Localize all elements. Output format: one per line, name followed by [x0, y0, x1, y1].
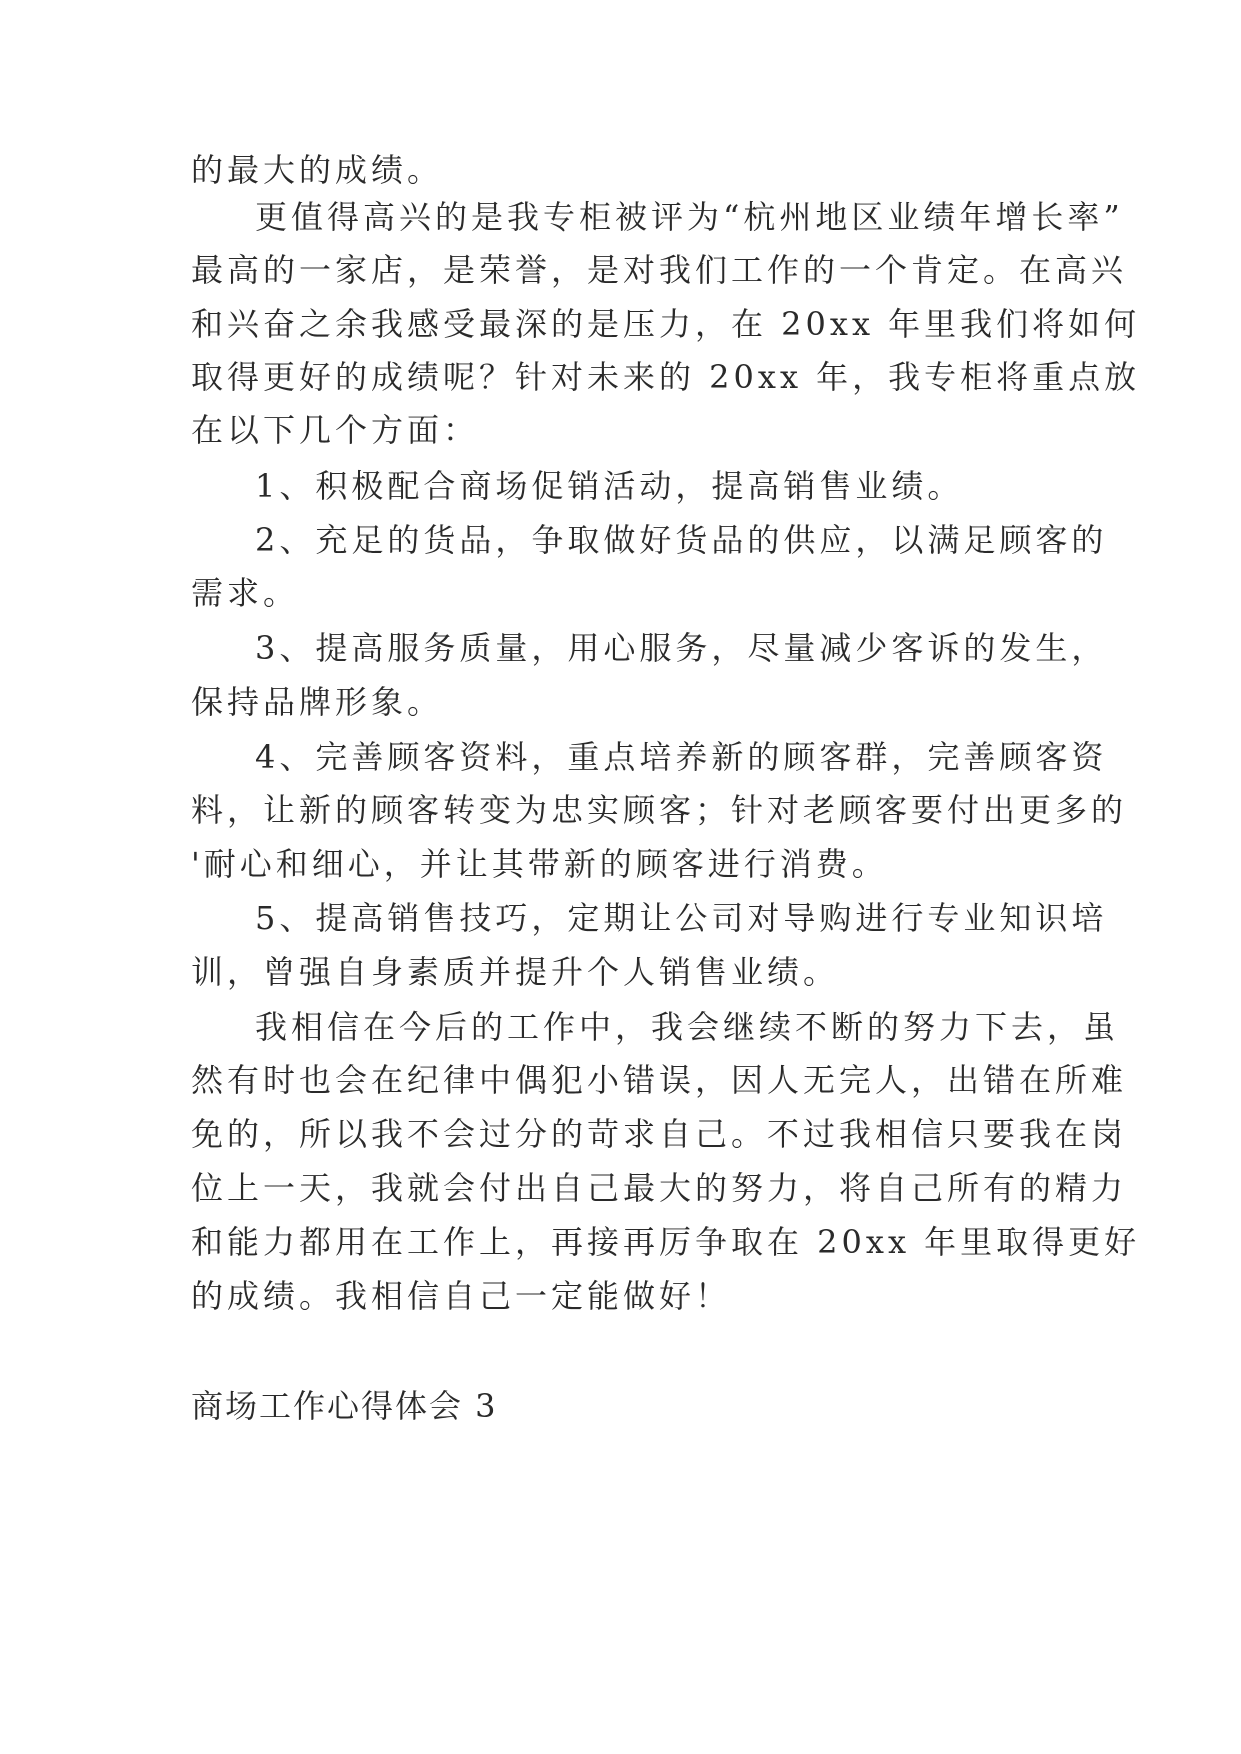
list-item-1: 1、积极配合商场促销活动，提高销售业绩。 — [255, 467, 964, 505]
text-line: 位上一天，我就会付出自己最大的努力，将自己所有的精力 — [191, 1169, 1128, 1207]
text-line: 取得更好的成绩呢？针对未来的 20xx 年，我专柜将重点放 — [191, 358, 1141, 396]
text-line: 保持品牌形象。 — [191, 683, 444, 721]
text-line: '耐心和细心，并让其带新的顾客进行消费。 — [191, 845, 888, 883]
list-item-4: 4、完善顾客资料，重点培养新的顾客群，完善顾客资 — [255, 738, 1108, 776]
text-line: 训，曾强自身素质并提升个人销售业绩。 — [191, 953, 840, 991]
text-line: 然有时也会在纪律中偶犯小错误，因人无完人，出错在所难 — [191, 1061, 1128, 1099]
text-line: 需求。 — [191, 574, 300, 612]
text-line: 的最大的成绩。 — [191, 151, 444, 189]
text-line: 的成绩。我相信自己一定能做好！ — [191, 1277, 732, 1315]
list-item-2: 2、充足的货品，争取做好货品的供应，以满足顾客的 — [255, 521, 1108, 559]
list-item-3: 3、提高服务质量，用心服务，尽量减少客诉的发生， — [255, 629, 1108, 667]
section-title: 商场工作心得体会 3 — [191, 1387, 498, 1425]
text-line: 和兴奋之余我感受最深的是压力，在 20xx 年里我们将如何 — [191, 305, 1141, 343]
text-line: 最高的一家店，是荣誉，是对我们工作的一个肯定。在高兴 — [191, 251, 1128, 289]
paragraph-start: 我相信在今后的工作中，我会继续不断的努力下去，虽 — [255, 1008, 1120, 1046]
paragraph-start: 更值得高兴的是我专柜被评为“杭州地区业绩年增长率” — [255, 198, 1124, 236]
text-line: 料，让新的顾客转变为忠实顾客；针对老顾客要付出更多的 — [191, 791, 1128, 829]
list-item-5: 5、提高销售技巧，定期让公司对导购进行专业知识培 — [255, 899, 1108, 937]
text-line: 在以下几个方面： — [191, 411, 480, 449]
text-line: 和能力都用在工作上，再接再厉争取在 20xx 年里取得更好 — [191, 1223, 1141, 1261]
text-line: 免的，所以我不会过分的苛求自己。不过我相信只要我在岗 — [191, 1115, 1128, 1153]
